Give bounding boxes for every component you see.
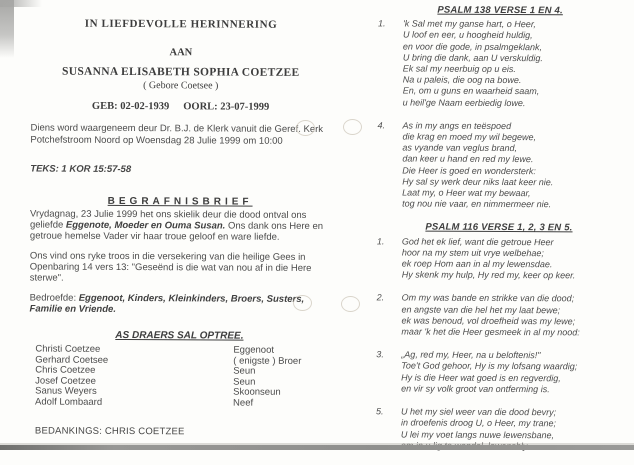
punch-hole-mark xyxy=(296,120,315,136)
service-info: Diens word waargeneem deur Dr. B.J. de Klerk vanuit die Geref. Kerk Potchefstroom Noord op Woensdag 28 Julie 1999 om 10:00 xyxy=(30,121,324,147)
verse-lines xyxy=(401,350,625,396)
verse-lines xyxy=(401,293,625,339)
verse-line: Hy sal sy werk deur niks laat keer nie. xyxy=(402,176,554,188)
verse-lines xyxy=(402,120,626,211)
verse-line: Die Heer is goed en wondersterk: xyxy=(402,165,536,176)
verse-line: tog nou nie vaar, en nimmermeer nie. xyxy=(402,198,552,210)
psalm-heading: PSALM 116 VERSE 1, 2, 3 EN 5. xyxy=(425,222,573,234)
verse-line: Om my was bande en strikke van die dood; xyxy=(401,292,575,304)
verse-line: „Ag, red my, Heer, na u beloftenis!" xyxy=(401,349,541,361)
verse-lines xyxy=(402,236,626,282)
draer-role: Skoonseun xyxy=(233,386,281,399)
draer-role: Seun xyxy=(233,376,256,388)
begrafnisbrief-heading: BEGRAFNISBRIEF xyxy=(107,195,253,208)
verse-line: Hy skenk my hulp, Hy red my, keer op keer. xyxy=(401,269,576,281)
aan-label: AAN xyxy=(169,46,193,58)
birth-date: GEB: 02-02-1939 xyxy=(91,100,170,113)
verse-line: U bring die dank, aan U verskuldig. xyxy=(402,52,543,63)
paragraph-text: Vrydagnag, 23 Julie 1999 het ons skielik deur die dood ontval ons geliefde xyxy=(29,207,307,231)
verse-line: ek was benoud, vol droefheid was my lewe; xyxy=(401,315,576,327)
verse-line: Na u paleis, die oog na bowe. xyxy=(402,74,522,86)
verse-line: U het my siel weer van die dood bevry; xyxy=(400,406,557,418)
verse-line: Toe't God gehoor, Hy is my lofsang waardig; xyxy=(401,360,578,372)
draer-name: Chris Coetzee xyxy=(35,364,96,377)
verse-line: As in my angs en teëspoed xyxy=(402,120,512,131)
psalm-verse xyxy=(371,293,625,339)
psalm-verse xyxy=(373,18,627,109)
bearers-heading: AS DRAERS SAL OPTREE. xyxy=(115,329,244,342)
draer-role: Neef xyxy=(233,397,254,409)
verse-line: Hy is die Heer wat goed is en regverdig, xyxy=(401,372,561,383)
verse-line: U loof en eer, u hoogheid huldig, xyxy=(402,29,533,41)
psalm-verse xyxy=(372,236,626,282)
verse-line: God het ek lief, want die getroue Heer xyxy=(401,236,554,247)
punch-hole-mark xyxy=(293,295,312,311)
verse-line: Laat my, o Heer wat my bewaar, xyxy=(402,187,531,199)
verse-line: hoor na my stem uit vrye welbehae; xyxy=(401,247,544,259)
paragraph-text: Bedroefde: xyxy=(29,291,79,304)
scan-edge-left xyxy=(0,0,14,58)
verse-number: 1. xyxy=(376,235,385,247)
psalm-verse xyxy=(372,120,626,211)
verse-line: U lei my voet langs nuwe lewensbane, xyxy=(400,428,555,440)
punch-hole-mark xyxy=(341,296,360,312)
paragraph-comfort: Ons vind ons ryke troos in die versekering van die heilige Gees in Openbaring 14 vers 13: "Geseënd is die wat van nou af in die Here sterwe". xyxy=(29,249,312,284)
verse-line: en angste van die hel het my laat bewe; xyxy=(401,304,561,315)
verse-line: as vyande van veglus brand, xyxy=(402,142,518,154)
psalm-section xyxy=(372,4,627,211)
verse-lines xyxy=(403,19,627,110)
verse-line: die krag en moed my wil begewe, xyxy=(402,131,537,143)
verse-line: 'k Sal met my ganse hart, o Heer, xyxy=(403,18,536,30)
memorial-title: IN LIEFDEVOLLE HERINNERING xyxy=(84,17,278,31)
verse-line: in droefenis droog U, o Heer, my trane; xyxy=(400,417,557,429)
punch-hole-mark xyxy=(343,119,362,135)
draer-name: Christi Coetzee xyxy=(35,343,101,355)
deceased-name: SUSANNA ELISABETH SOPHIA COETZEE xyxy=(62,65,300,79)
death-date: OORL: 23-07-1999 xyxy=(183,101,270,113)
draer-role: Eggenoot xyxy=(233,344,275,356)
scan-edge-bottom xyxy=(0,445,634,450)
paragraph-text: Ons dank ons Here en getroue hemelse Vader vir haar troue geloof en ware liefde. xyxy=(29,220,324,243)
maiden-name: ( Gebore Coetsee ) xyxy=(143,79,219,91)
verse-line: Ek sal my neerbuig op u eis. xyxy=(402,63,516,75)
verse-line: dan keer u hand en red my lewe. xyxy=(402,153,534,165)
draer-name: Sanus Weyers xyxy=(35,385,97,398)
birth-death-dates xyxy=(31,100,331,113)
draer-row xyxy=(29,397,329,409)
draer-role: ( enigste ) Broer xyxy=(233,355,302,367)
psalm-section xyxy=(371,222,626,453)
draer-name: Gerhard Coetsee xyxy=(35,354,109,366)
scan-edge-top xyxy=(0,0,42,7)
psalms-container xyxy=(371,4,627,452)
paragraph-bold-text: Eggenote, Moeder en Ouma Susan. xyxy=(65,219,226,232)
draer-role: Seun xyxy=(233,365,256,377)
draer-name: Josef Coetzee xyxy=(35,375,96,387)
scripture-reference: TEKS: 1 KOR 15:57-58 xyxy=(30,162,132,175)
verse-number: 1. xyxy=(378,18,386,29)
paragraph-bereaved xyxy=(30,292,330,316)
psalm-heading: PSALM 138 VERSE 1 EN 4. xyxy=(437,4,563,17)
verse-line: maar 'k het die Heer gesmeek in al my nood: xyxy=(401,326,580,338)
paragraph-death-notice xyxy=(30,208,330,243)
verse-line: u heil'ge Naam eerbiedig lowe. xyxy=(402,97,526,108)
verse-number: 3. xyxy=(376,349,384,360)
paragraph-bold-text: Eggenoot, Kinders, Kleinkinders, Broers, Susters, Familie en Vriende. xyxy=(29,292,305,315)
verse-number: 4. xyxy=(377,120,386,131)
draer-name: Adolf Lombaard xyxy=(35,396,103,408)
verse-line: en vir sy volk groot van ontferming is. xyxy=(401,383,550,395)
thanks-line: BEDANKINGS: CHRIS COETZEE xyxy=(34,425,185,437)
left-column xyxy=(29,11,331,439)
psalm-verse xyxy=(371,350,625,396)
verse-line: En, om u guns en waarheid saam, xyxy=(402,85,540,97)
draers-list xyxy=(29,344,329,409)
verse-line: en voor die gode, in psalmgeklank, xyxy=(402,41,543,52)
verse-line: ek roep Hom aan in al my lewensdae. xyxy=(401,258,553,270)
right-column xyxy=(371,4,627,464)
verse-number: 5. xyxy=(375,406,384,417)
verse-number: 2. xyxy=(376,292,385,303)
